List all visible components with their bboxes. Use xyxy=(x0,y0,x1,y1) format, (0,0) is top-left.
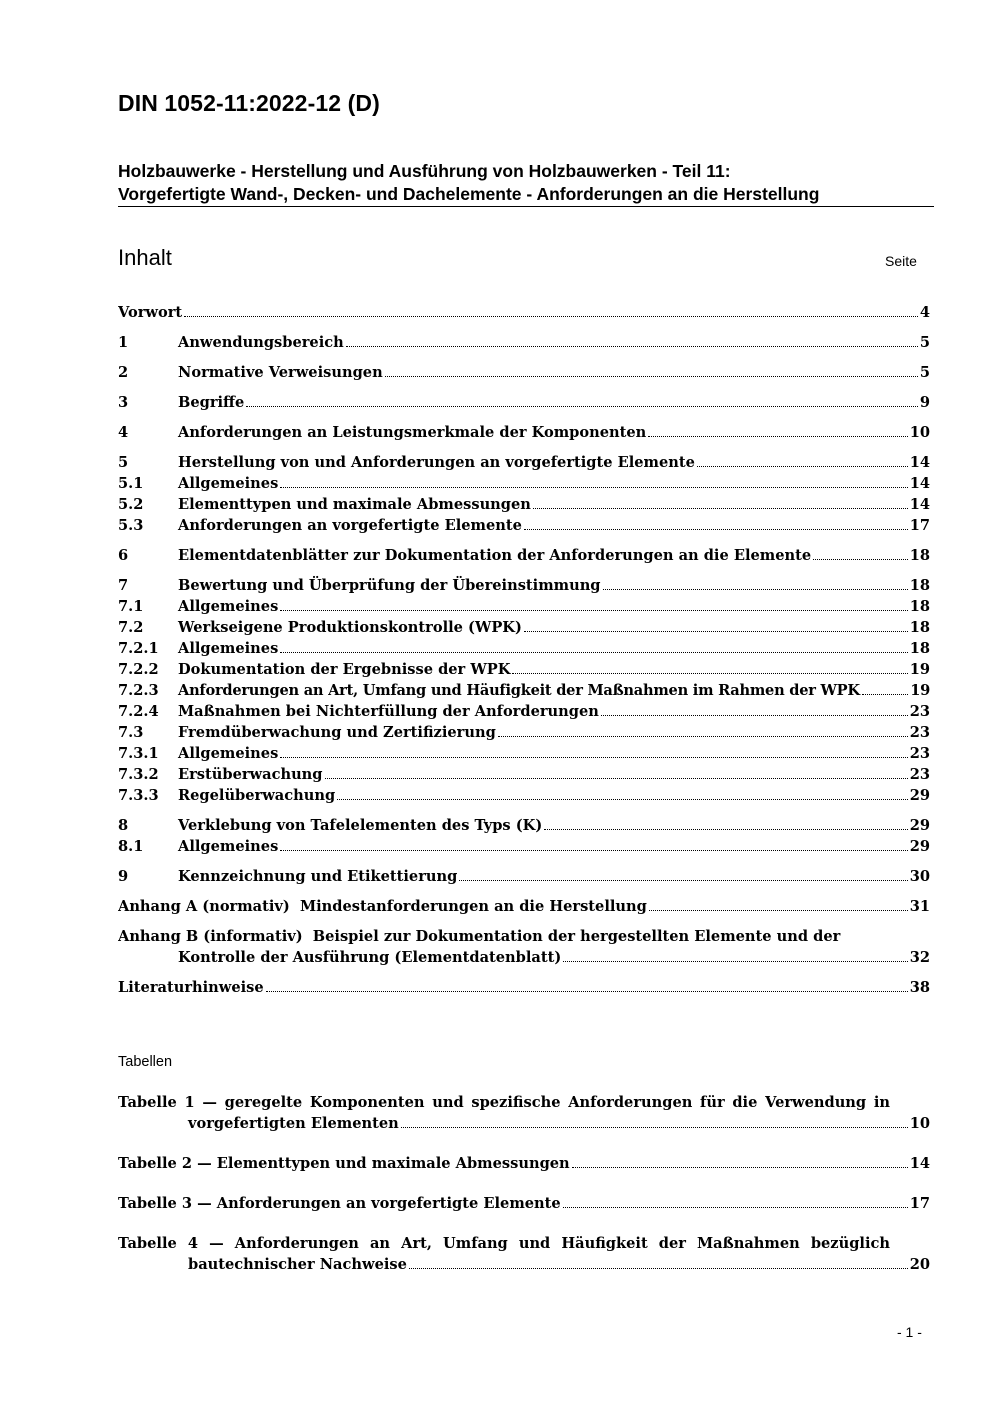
dot-leader xyxy=(246,406,918,407)
dot-leader xyxy=(346,346,918,347)
toc-entry-5-1[interactable] xyxy=(118,473,930,494)
toc-entry-8[interactable] xyxy=(118,815,930,836)
toc-entry-title: Anforderungen an Art, Umfang und Häufigkeit der Maßnahmen im Rahmen der WPK xyxy=(178,682,860,699)
toc-entry-number: 7.2 xyxy=(118,619,144,636)
dot-leader xyxy=(524,529,908,530)
toc-entry-title: Kennzeichnung und Etikettierung xyxy=(178,868,458,885)
tables-heading: Tabellen xyxy=(118,1054,173,1070)
toc-entry-7-3-2[interactable] xyxy=(118,764,930,785)
toc-entry-page: 14 xyxy=(909,454,930,471)
table-entry-page: 14 xyxy=(909,1155,930,1172)
document-title xyxy=(118,160,934,206)
toc-entry-5-3[interactable] xyxy=(118,515,930,536)
table-entry-title-line-2: bautechnischer Nachweise xyxy=(188,1256,407,1273)
toc-entry-page: 23 xyxy=(909,724,930,741)
page-number: - 1 - xyxy=(897,1324,922,1340)
toc-entry-page: 5 xyxy=(919,364,930,381)
toc-entry-page: 23 xyxy=(909,745,930,762)
toc-entry-anhang-b[interactable] xyxy=(118,926,930,968)
toc-entry-7-3-1[interactable] xyxy=(118,743,930,764)
toc-entry-title: Allgemeines xyxy=(178,598,279,615)
toc-entry-page: 19 xyxy=(909,661,930,678)
toc-entry-number: 7.2.3 xyxy=(118,682,159,699)
toc-entry-number: 9 xyxy=(118,868,129,885)
toc-entry-page: 9 xyxy=(919,394,930,411)
toc-entry-title: Erstüberwachung xyxy=(178,766,323,783)
toc-entry-title: Maßnahmen bei Nichterfüllung der Anforderungen xyxy=(178,703,599,720)
dot-leader xyxy=(184,316,918,317)
toc-entry-5[interactable] xyxy=(118,452,930,473)
toc-entry-number: 5.1 xyxy=(118,475,144,492)
toc-entry-title: Elementtypen und maximale Abmessungen xyxy=(178,496,531,513)
document-title-line-1: Holzbauwerke - Herstellung und Ausführung von Holzbauwerken - Teil 11: xyxy=(118,161,731,181)
toc-entry-7-3-3[interactable] xyxy=(118,785,930,806)
dot-leader xyxy=(512,673,907,674)
dot-leader xyxy=(524,631,908,632)
toc-entry-page: 29 xyxy=(909,838,930,855)
toc-entry-number: 8.1 xyxy=(118,838,144,855)
toc-entry-number: 7.3 xyxy=(118,724,144,741)
toc-entry-page: 23 xyxy=(909,766,930,783)
table-entry-3[interactable] xyxy=(118,1193,930,1214)
toc-entry-number: 7.2.4 xyxy=(118,703,159,720)
toc-entry-title: Begriffe xyxy=(178,394,245,411)
dot-leader xyxy=(401,1127,908,1128)
toc-entry-page: 18 xyxy=(909,577,930,594)
toc-entry-8-1[interactable] xyxy=(118,836,930,857)
dot-leader xyxy=(280,487,907,488)
dot-leader xyxy=(337,799,908,800)
toc-entry-anhang-a[interactable] xyxy=(118,896,930,917)
toc-entry-title: Dokumentation der Ergebnisse der WPK xyxy=(178,661,511,678)
document-title-line-2: Vorgefertigte Wand-, Decken- und Dachelemente - Anforderungen an die Herstellung xyxy=(118,184,820,204)
toc-entry-7-2-2[interactable] xyxy=(118,659,930,680)
toc-entry-page: 32 xyxy=(909,949,930,966)
dot-leader xyxy=(325,778,908,779)
toc-entry-number: 7.3.3 xyxy=(118,787,159,804)
table-entry-2[interactable] xyxy=(118,1153,930,1174)
toc-entry-page: 17 xyxy=(909,517,930,534)
toc-page-column-label: Seite xyxy=(885,253,917,269)
toc-entry-page: 31 xyxy=(909,898,930,915)
toc-entry-page: 14 xyxy=(909,475,930,492)
toc-entry-title-line-1: Anhang B (informativ) Beispiel zur Dokumentation der hergestellten Elemente und der xyxy=(118,928,841,945)
dot-leader xyxy=(385,376,918,377)
dot-leader xyxy=(563,961,907,962)
toc-entry-9[interactable] xyxy=(118,866,930,887)
document-id: DIN 1052-11:2022-12 (D) xyxy=(118,90,380,116)
toc-entry-number: 7 xyxy=(118,577,129,594)
toc-entry-title: Anhang A (normativ) Mindestanforderungen an die Herstellung xyxy=(118,898,647,915)
dot-leader xyxy=(648,436,907,437)
toc-entry-page: 5 xyxy=(919,334,930,351)
dot-leader xyxy=(280,652,907,653)
dot-leader xyxy=(498,736,908,737)
toc-entry-title: Kontrolle der Ausführung (Elementdatenblatt) xyxy=(178,949,562,966)
dot-leader xyxy=(697,466,908,467)
toc-entry-number: 7.2.1 xyxy=(118,640,159,657)
dot-leader xyxy=(563,1207,908,1208)
table-entry-title: Tabelle 2 — Elementtypen und maximale Abmessungen xyxy=(118,1155,570,1172)
toc-entry-title: Allgemeines xyxy=(178,475,279,492)
toc-entry-page: 30 xyxy=(909,868,930,885)
toc-entry-1[interactable] xyxy=(118,332,930,353)
list-of-tables xyxy=(118,1092,930,1294)
toc-entry-3[interactable] xyxy=(118,392,930,413)
toc-entry-title: Werkseigene Produktionskontrolle (WPK) xyxy=(178,619,522,636)
table-entry-page: 20 xyxy=(909,1256,930,1273)
dot-leader xyxy=(544,829,907,830)
title-divider xyxy=(118,206,934,207)
toc-entry-title: Anforderungen an Leistungsmerkmale der Komponenten xyxy=(178,424,647,441)
toc-entry-title: Regelüberwachung xyxy=(178,787,336,804)
toc-entry-title: Elementdatenblätter zur Dokumentation der Anforderungen an die Elemente xyxy=(178,547,812,564)
toc-entry-title: Herstellung von und Anforderungen an vorgefertigte Elemente xyxy=(178,454,695,471)
toc-entry-title: Anforderungen an vorgefertigte Elemente xyxy=(178,517,522,534)
dot-leader xyxy=(862,694,908,695)
toc-entry-number: 5 xyxy=(118,454,129,471)
toc-entry-page: 18 xyxy=(909,619,930,636)
toc-entry-number: 7.1 xyxy=(118,598,144,615)
toc-entry-page: 10 xyxy=(909,424,930,441)
toc-entry-page: 38 xyxy=(909,979,930,996)
toc-entry-number: 5.2 xyxy=(118,496,144,513)
toc-entry-title: Literaturhinweise xyxy=(118,979,264,996)
dot-leader xyxy=(572,1167,908,1168)
toc-entry-6[interactable] xyxy=(118,545,930,566)
toc-entry-number: 3 xyxy=(118,394,129,411)
dot-leader xyxy=(409,1268,908,1269)
dot-leader xyxy=(280,757,907,758)
toc-entry-page: 18 xyxy=(909,640,930,657)
toc-entry-page: 19 xyxy=(910,682,930,699)
toc-entry-number: 7.2.2 xyxy=(118,661,159,678)
table-entry-title-line-1: Tabelle 1 — geregelte Komponenten und spezifische Anforderungen für die Verwendung in xyxy=(118,1094,890,1111)
table-entry-4[interactable] xyxy=(118,1233,930,1275)
table-entry-page: 17 xyxy=(909,1195,930,1212)
dot-leader xyxy=(603,589,908,590)
toc-entry-7-2-4[interactable] xyxy=(118,701,930,722)
table-entry-page: 10 xyxy=(909,1115,930,1132)
toc-entry-7-1[interactable] xyxy=(118,596,930,617)
toc-entry-title: Allgemeines xyxy=(178,640,279,657)
dot-leader xyxy=(813,559,908,560)
toc-entry-number: 7.3.1 xyxy=(118,745,159,762)
toc-entry-vorwort[interactable] xyxy=(118,302,930,323)
dot-leader xyxy=(266,991,908,992)
toc-entry-7[interactable] xyxy=(118,575,930,596)
table-entry-title: Tabelle 3 — Anforderungen an vorgefertigte Elemente xyxy=(118,1195,561,1212)
toc-entry-title: Allgemeines xyxy=(178,838,279,855)
toc-entry-number: 8 xyxy=(118,817,129,834)
toc-entry-number: 1 xyxy=(118,334,129,351)
toc-entry-page: 18 xyxy=(909,598,930,615)
toc-entry-7-3[interactable] xyxy=(118,722,930,743)
dot-leader xyxy=(601,715,908,716)
toc-entry-page: 4 xyxy=(919,304,930,321)
toc-entry-page: 29 xyxy=(909,787,930,804)
toc-entry-5-2[interactable] xyxy=(118,494,930,515)
toc-entry-title: Verklebung von Tafelelementen des Typs (K) xyxy=(178,817,543,834)
toc-entry-page: 18 xyxy=(909,547,930,564)
dot-leader xyxy=(533,508,908,509)
toc-entry-number: 6 xyxy=(118,547,129,564)
table-entry-1[interactable] xyxy=(118,1092,930,1134)
dot-leader xyxy=(649,910,908,911)
toc-entry-7-2-1[interactable] xyxy=(118,638,930,659)
table-entry-title-line-1: Tabelle 4 — Anforderungen an Art, Umfang und Häufigkeit der Maßnahmen bezüglich xyxy=(118,1235,890,1252)
toc-entry-title: Normative Verweisungen xyxy=(178,364,383,381)
toc-entry-page: 14 xyxy=(909,496,930,513)
toc-entry-number: 4 xyxy=(118,424,129,441)
toc-entry-4[interactable] xyxy=(118,422,930,443)
toc-entry-2[interactable] xyxy=(118,362,930,383)
toc-entry-title: Vorwort xyxy=(118,304,183,321)
toc-heading: Inhalt xyxy=(118,245,172,270)
dot-leader xyxy=(280,850,907,851)
table-of-contents xyxy=(118,302,930,998)
toc-entry-7-2[interactable] xyxy=(118,617,930,638)
toc-entry-title: Anwendungsbereich xyxy=(178,334,344,351)
table-entry-title-line-2: vorgefertigten Elementen xyxy=(188,1115,399,1132)
dot-leader xyxy=(459,880,907,881)
toc-entry-page: 29 xyxy=(909,817,930,834)
toc-entry-title: Bewertung und Überprüfung der Übereinstimmung xyxy=(178,577,601,594)
toc-entry-number: 5.3 xyxy=(118,517,144,534)
toc-entry-number: 7.3.2 xyxy=(118,766,159,783)
toc-entry-7-2-3[interactable] xyxy=(118,680,930,701)
toc-entry-title: Allgemeines xyxy=(178,745,279,762)
toc-entry-literaturhinweise[interactable] xyxy=(118,977,930,998)
toc-entry-page: 23 xyxy=(909,703,930,720)
toc-entry-number: 2 xyxy=(118,364,129,381)
dot-leader xyxy=(280,610,907,611)
toc-entry-title: Fremdüberwachung und Zertifizierung xyxy=(178,724,496,741)
